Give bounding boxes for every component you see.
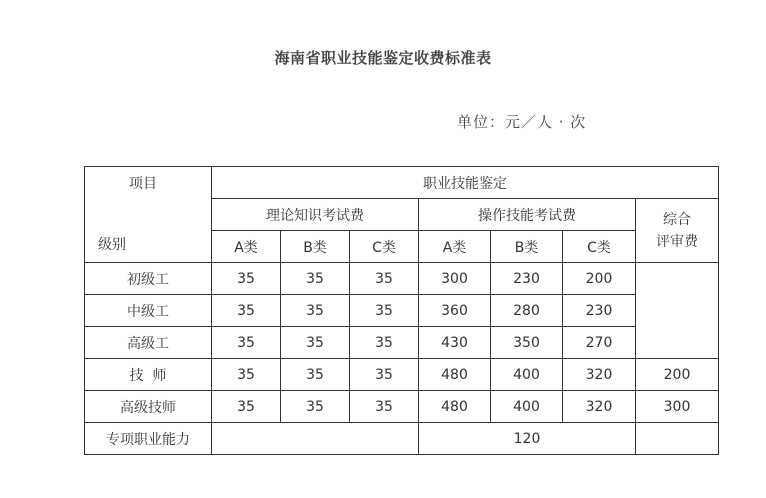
review-header-line2: 评审费 [656,233,698,250]
corner-level-label: 级别 [98,237,126,253]
operation-c-cell: 200 [563,263,636,295]
special-theory-empty-cell [212,423,419,455]
operation-a-cell: 430 [419,327,491,359]
theory-b-cell: 35 [281,359,350,391]
theory-header-cell: 理论知识考试费 [212,199,419,231]
table-row [85,295,719,327]
theory-b-cell: 35 [281,327,350,359]
special-fee-cell: 120 [419,423,636,455]
review-fee-cell: 200 [636,359,719,391]
table-row [85,359,719,391]
level-cell: 中级工 [85,295,212,327]
review-empty-cell [636,263,719,359]
operation-c-cell: 320 [563,391,636,423]
theory-b-cell: 35 [281,391,350,423]
table-row [85,327,719,359]
theory-c-cell: 35 [350,327,419,359]
corner-header-cell [85,167,212,263]
theory-class-a-header: A类 [212,231,281,263]
operation-b-cell: 400 [491,391,563,423]
operation-c-cell: 320 [563,359,636,391]
document-title: 海南省职业技能鉴定收费标准表 [274,49,492,67]
operation-a-cell: 480 [419,359,491,391]
theory-a-cell: 35 [212,391,281,423]
theory-a-cell: 35 [212,359,281,391]
operation-class-a-header: A类 [419,231,491,263]
theory-class-c-header: C类 [350,231,419,263]
level-cell: 高级工 [85,327,212,359]
theory-a-cell: 35 [212,295,281,327]
review-fee-cell: 300 [636,391,719,423]
level-cell: 技 师 [85,359,212,391]
operation-a-cell: 300 [419,263,491,295]
theory-b-cell: 35 [281,263,350,295]
operation-a-cell: 480 [419,391,491,423]
operation-a-cell: 360 [419,295,491,327]
operation-b-cell: 350 [491,327,563,359]
operation-c-cell: 230 [563,295,636,327]
group-header-cell: 职业技能鉴定 [212,167,719,199]
theory-a-cell: 35 [212,263,281,295]
special-level-cell: 专项职业能力 [85,423,212,455]
corner-item-label: 项目 [129,176,157,192]
operation-b-cell: 230 [491,263,563,295]
review-header-line1: 综合 [663,211,691,228]
level-cell: 高级技师 [85,391,212,423]
table-row [85,263,719,295]
theory-c-cell: 35 [350,263,419,295]
theory-c-cell: 35 [350,295,419,327]
theory-a-cell: 35 [212,327,281,359]
special-row [85,423,719,455]
operation-header-cell: 操作技能考试费 [419,199,636,231]
operation-b-cell: 400 [491,359,563,391]
theory-class-b-header: B类 [281,231,350,263]
table-row [85,391,719,423]
operation-class-c-header: C类 [563,231,636,263]
header-row-1 [85,167,719,199]
fee-table [84,166,719,455]
special-review-empty-cell [636,423,719,455]
review-header-cell [636,199,719,263]
level-cell: 初级工 [85,263,212,295]
theory-b-cell: 35 [281,295,350,327]
theory-c-cell: 35 [350,359,419,391]
theory-c-cell: 35 [350,391,419,423]
operation-c-cell: 270 [563,327,636,359]
unit-label: 单位：元／人 · 次 [457,113,587,131]
operation-b-cell: 280 [491,295,563,327]
operation-class-b-header: B类 [491,231,563,263]
